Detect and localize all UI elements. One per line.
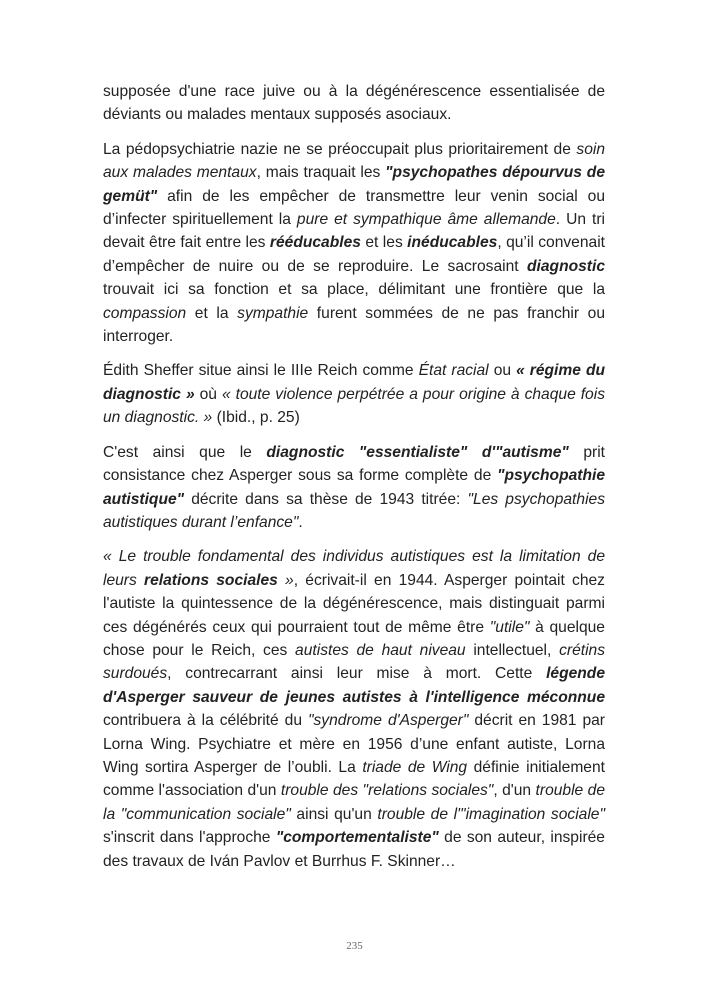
page-body [103,80,605,873]
text-segment: décrit en 1981 par Lorna Wing. Psychiatre et mère en 1956 d’une enfant autiste, Lorna Wing sortira Asperger de l’oubli. La [103,712,605,776]
paragraph-3 [103,359,605,429]
text-segment: ou [488,362,517,380]
text-segment: diagnostic [527,257,605,275]
paragraph-5 [103,545,605,873]
text-segment: Édith Sheffer situe ainsi le IIIe Reich comme [103,362,419,380]
paragraph-2 [103,138,605,349]
text-segment: diagnostic "essentialiste" d'"autisme" [266,443,569,461]
text-segment: relations sociales [144,571,278,589]
text-segment: crétins surdoués [103,641,606,683]
text-segment: et les [360,234,408,252]
text-segment: , écrivait-il en 1944. Asperger pointait chez l'autiste la quintessence de la dégénérescence, mais distinguait parmi ces dégénérés ceux qui pourraient tout de même être [103,571,605,636]
text-segment: , qu’il convenait d’empêcher de nuire ou de se reproduire. Le sacrosaint [103,234,605,275]
text-segment: C'est ainsi que le [103,443,267,461]
text-segment: trouble des "relations sociales" [280,782,494,800]
text-segment: "Les psychopathies autistiques durant l’enfance" [103,490,605,531]
text-segment: compassion [103,304,187,322]
text-segment: s'inscrit dans l'approche [103,829,276,847]
text-segment: trouble de l'"imagination sociale" [377,805,605,823]
text-segment: La pédopsychiatrie nazie ne se préoccupait plus prioritairement de [103,140,577,158]
text-segment: "utile" [489,618,530,636]
text-segment: , contrecarrant ainsi leur mise à mort. Cette [167,665,547,683]
text-segment: trouvait ici sa fonction et sa place, délimitant une frontière que la [103,281,605,299]
text-segment: (Ibid., p. 25) [212,409,300,427]
text-segment: supposée d'une race juive ou à la dégénérescence essentialisée de déviants ou malades mentaux supposés asociaux. [103,83,605,124]
text-segment: "psychopathes dépourvus de gemüt" [103,164,605,205]
text-segment: inéducables [407,234,498,252]
text-segment: définie initialement comme l'association d'un [103,758,605,800]
text-segment: à quelque chose pour le Reich, ces [103,618,605,659]
text-segment: rééducables [269,234,361,252]
text-segment: trouble de la "communication sociale" [103,782,606,823]
text-segment: soin aux malades mentaux [103,140,605,182]
text-segment: contribuera à la célébrité du [103,712,308,730]
text-segment: pure et sympathique âme allemande [296,211,556,229]
text-segment: . [298,513,303,531]
page-number: 235 [346,940,363,952]
text-segment: . Un tri devait être fait entre les [103,211,606,252]
text-segment: furent sommées de ne pas franchir ou interroger. [103,304,606,346]
text-segment: « Le trouble fondamental des individus autistiques est la limitation de leurs [103,548,605,589]
text-segment: et la [186,304,238,322]
paragraph-4 [103,441,605,535]
text-segment: » [277,571,294,589]
text-segment: légende d'Asperger sauveur de jeunes autistes à l'intelligence méconnue [103,665,605,706]
text-segment: "psychopathie autistique" [103,467,605,508]
text-segment: de son auteur, inspirée des travaux de Iván Pavlov et Burrhus F. Skinner… [103,829,605,870]
text-segment: "comportementaliste" [275,829,439,847]
text-segment: triade de Wing [362,758,468,776]
text-segment: « régime du diagnostic » [103,362,606,403]
text-segment: État racial [418,362,489,380]
text-segment: afin de les empêcher de transmettre leur venin social ou d’infecter spirituellement la [103,187,605,229]
text-segment: où [194,385,222,403]
text-segment: ainsi qu'un [290,805,378,823]
text-segment: « toute violence perpétrée a pour origine à chaque fois un diagnostic. » [103,385,605,427]
text-segment: "syndrome d'Asperger" [307,712,469,730]
text-segment: décrite dans sa thèse de 1943 titrée: [184,490,468,508]
text-segment: intellectuel, [465,641,560,659]
text-segment: autistes de haut niveau [295,641,466,659]
text-segment: sympathie [237,304,309,322]
text-segment: , d'un [493,782,536,800]
text-segment: prit consistance chez Asperger sous sa forme complète de [103,443,605,485]
paragraph-1 [103,80,605,127]
text-segment: , mais traquait les [256,164,386,182]
